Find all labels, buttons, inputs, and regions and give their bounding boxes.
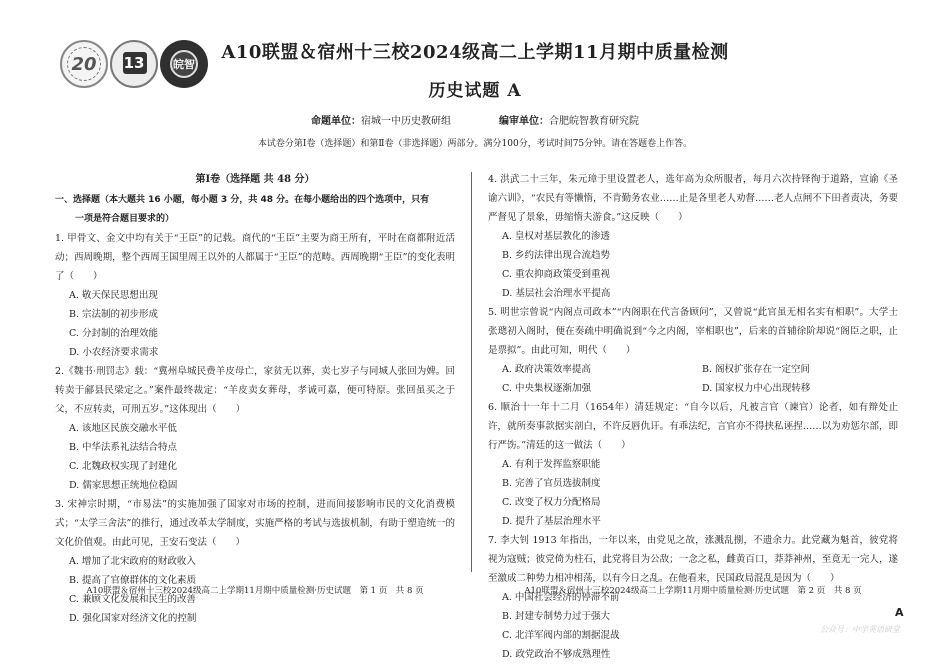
- watermark: 公众号：中学英语研堂: [820, 625, 900, 634]
- reviewer: 合肥皖智教育研究院: [549, 116, 639, 127]
- option: A. 中国社会经济的停滞不前: [502, 592, 620, 603]
- paper-version-mark: A: [895, 606, 904, 619]
- option-row: [488, 360, 898, 379]
- option: C. 中央集权逐渐加强: [502, 383, 591, 394]
- proposer: 宿城一中历史教研组: [361, 116, 451, 127]
- option: C. 改变了权力分配格局: [502, 497, 601, 508]
- logo-number: 13: [123, 54, 145, 72]
- option: D. 国家权力中心出现转移: [702, 383, 811, 394]
- column-divider: [471, 172, 472, 572]
- option: B. 乡约法律出现合流趋势: [502, 250, 611, 261]
- question-stem: 5. 明世宗曾说“内阁点司政本”“内阁职在代言备顾问”，又曾说“此官虽无相名实有相职”。大学士张璁初入阁时，便在奏疏中明确说到“今之内阁，宰相职也”，后来的首辅徐阶却说“阁臣之职，止是票拟”。由此可知，明代（ ）: [488, 307, 898, 356]
- logo-text: 皖智: [173, 58, 195, 71]
- instruction-line-1: 一、选择题（本大题共 16 小题，每小题 3 分，共 48 分。在每小题给出的四个选项中，只有: [55, 195, 430, 205]
- option: C. 兼顾文化发展和民生的改善: [69, 594, 196, 605]
- exam-subject: 历史试题 A: [428, 81, 522, 101]
- exam-credits: [0, 112, 950, 127]
- option: C. 重农抑商政策受到重视: [502, 269, 610, 280]
- question-stem: 4. 洪武二十三年，朱元璋于里设置老人，选年高为众所服者，每月六次持铎徇于道路，宣谕《圣谕六训》，“农民有等懒惰，不肯勤务农业……止是各里老人劝督……老人点闸不下田者责决，务要严督见了景象，毋缩惰夫游食。”这反映（ ）: [488, 174, 898, 223]
- question-stem: 7. 李大钊 1913 年指出，一年以来，由党见之故，涨溅乱捌，不遗余力。此党藏为魁首，彼党将视为寇贼；彼党倚为柱石，此党将目为公敌；一念之私，雌黄百口，莽莽神州，至竟无一完人，遂至激成二种势力相冲相荡，以有今日之乱。在他看来，民国政局混乱是因为（ ）: [488, 535, 898, 584]
- option: C. 北洋军阀内部的割据混战: [502, 630, 620, 641]
- option: C. 北魏政权实现了封建化: [69, 461, 177, 472]
- reviewer-label: 编审单位：: [499, 116, 549, 127]
- question-stem: 1. 甲骨文、金文中均有关于“王臣”的记载。商代的“王臣”主要为商王所有，平时在商都附近活动；西周晚期，整个西周王国里周王以外的人都属于“王臣”的范畴。西周晚期“王臣”的变化表明了（ ）: [55, 233, 455, 282]
- option-row: [488, 379, 898, 398]
- option: A. 皇权对基层教化的渗透: [502, 231, 610, 242]
- option: B. 提高了官僚群体的文化素质: [69, 575, 197, 586]
- option: A. 敬天保民思想出现: [69, 290, 158, 301]
- option: D. 政党政治不够成熟理性: [502, 649, 611, 660]
- proposer-label: 命题单位：: [311, 116, 361, 127]
- option: B. 中华法系礼法结合特点: [69, 442, 178, 453]
- option: D. 基层社会治理水平提高: [502, 288, 611, 299]
- question-2: [55, 362, 455, 419]
- question-5: [488, 303, 898, 360]
- question-1: [55, 229, 455, 286]
- exam-notice: 本试卷分第Ⅰ卷（选择题）和第Ⅱ卷（非选择题）两部分。满分100分，考试时间75分钟。请在答题卷上作答。: [257, 139, 693, 149]
- question-4: [488, 170, 898, 227]
- question-3: [55, 495, 455, 552]
- option: A. 增加了北宋政府的财政收入: [69, 556, 196, 567]
- option: B. 阁权扩张存在一定空间: [702, 364, 811, 375]
- page-footer-left: A10联盟＆宿州十三校2024级高二上学期11月期中质量检测·历史试题 第 1 页 共 8 页: [86, 586, 424, 596]
- option: A. 政府决策效率提高: [502, 364, 591, 375]
- option: D. 儒家思想正统地位稳固: [69, 480, 178, 491]
- question-7: [488, 531, 898, 588]
- option: D. 提升了基层治理水平: [502, 516, 601, 527]
- instruction-line-2: 一项是符合题目要求的）: [75, 214, 175, 224]
- exam-title: A10联盟＆宿州十三校2024级高二上学期11月期中质量检测: [221, 42, 729, 63]
- option: B. 完善了官员选拔制度: [502, 478, 601, 489]
- option: B. 宗法制的初步形成: [69, 309, 159, 320]
- question-stem: 3. 宋神宗时期，“市易法”的实施加强了国家对市场的控制，进而间接影响市民的文化消费模式；“太学三舍法”的推行，通过改革太学制度，实施严格的考试与选拔机制，有助于塑造统一的文化价值观。由此可见，王安石变法（ ）: [55, 499, 455, 548]
- option: D. 小农经济要求需求: [69, 347, 159, 358]
- question-stem: 2.《魏书·刑罚志》载：“冀州阜城民费羊皮母亡，家贫无以葬，卖七岁子与同城人张回为婢。回转卖于鄃县民梁定之。”案件最终裁定：“羊皮卖女葬母，孝诚可嘉，便可特原。张回虽买之于父，不应转卖，可刑五岁。”这体现出（ ）: [55, 366, 455, 415]
- option: A. 该地区民族交融水平低: [69, 423, 177, 434]
- option: A. 有利于发挥监察职能: [502, 459, 601, 470]
- question-stem: 6. 顺治十一年十二月（1654年）清廷规定：“自今以后，凡被言官（谏官）论者，如有辩处止许，就所奏事款据实剖白，不许反唇仇讦。有乖法纪，言官亦不得挟私诬捏……以为劝惩尔部，即行严饬。”清廷的这一做法（ ）: [488, 402, 898, 451]
- option: C. 分封制的治理效能: [69, 328, 158, 339]
- page-footer-right: A10联盟＆宿州十三校2024级高二上学期11月期中质量检测·历史试题 第 2 页 共 8 页: [524, 586, 862, 596]
- option: D. 强化国家对经济文化的控制: [69, 613, 197, 624]
- question-6: [488, 398, 898, 455]
- option: B. 封建专制势力过于强大: [502, 611, 611, 622]
- section-title: 第Ⅰ卷（选择题 共 48 分）: [195, 174, 315, 185]
- logo-number: 20: [71, 54, 97, 75]
- left-column: [55, 170, 455, 628]
